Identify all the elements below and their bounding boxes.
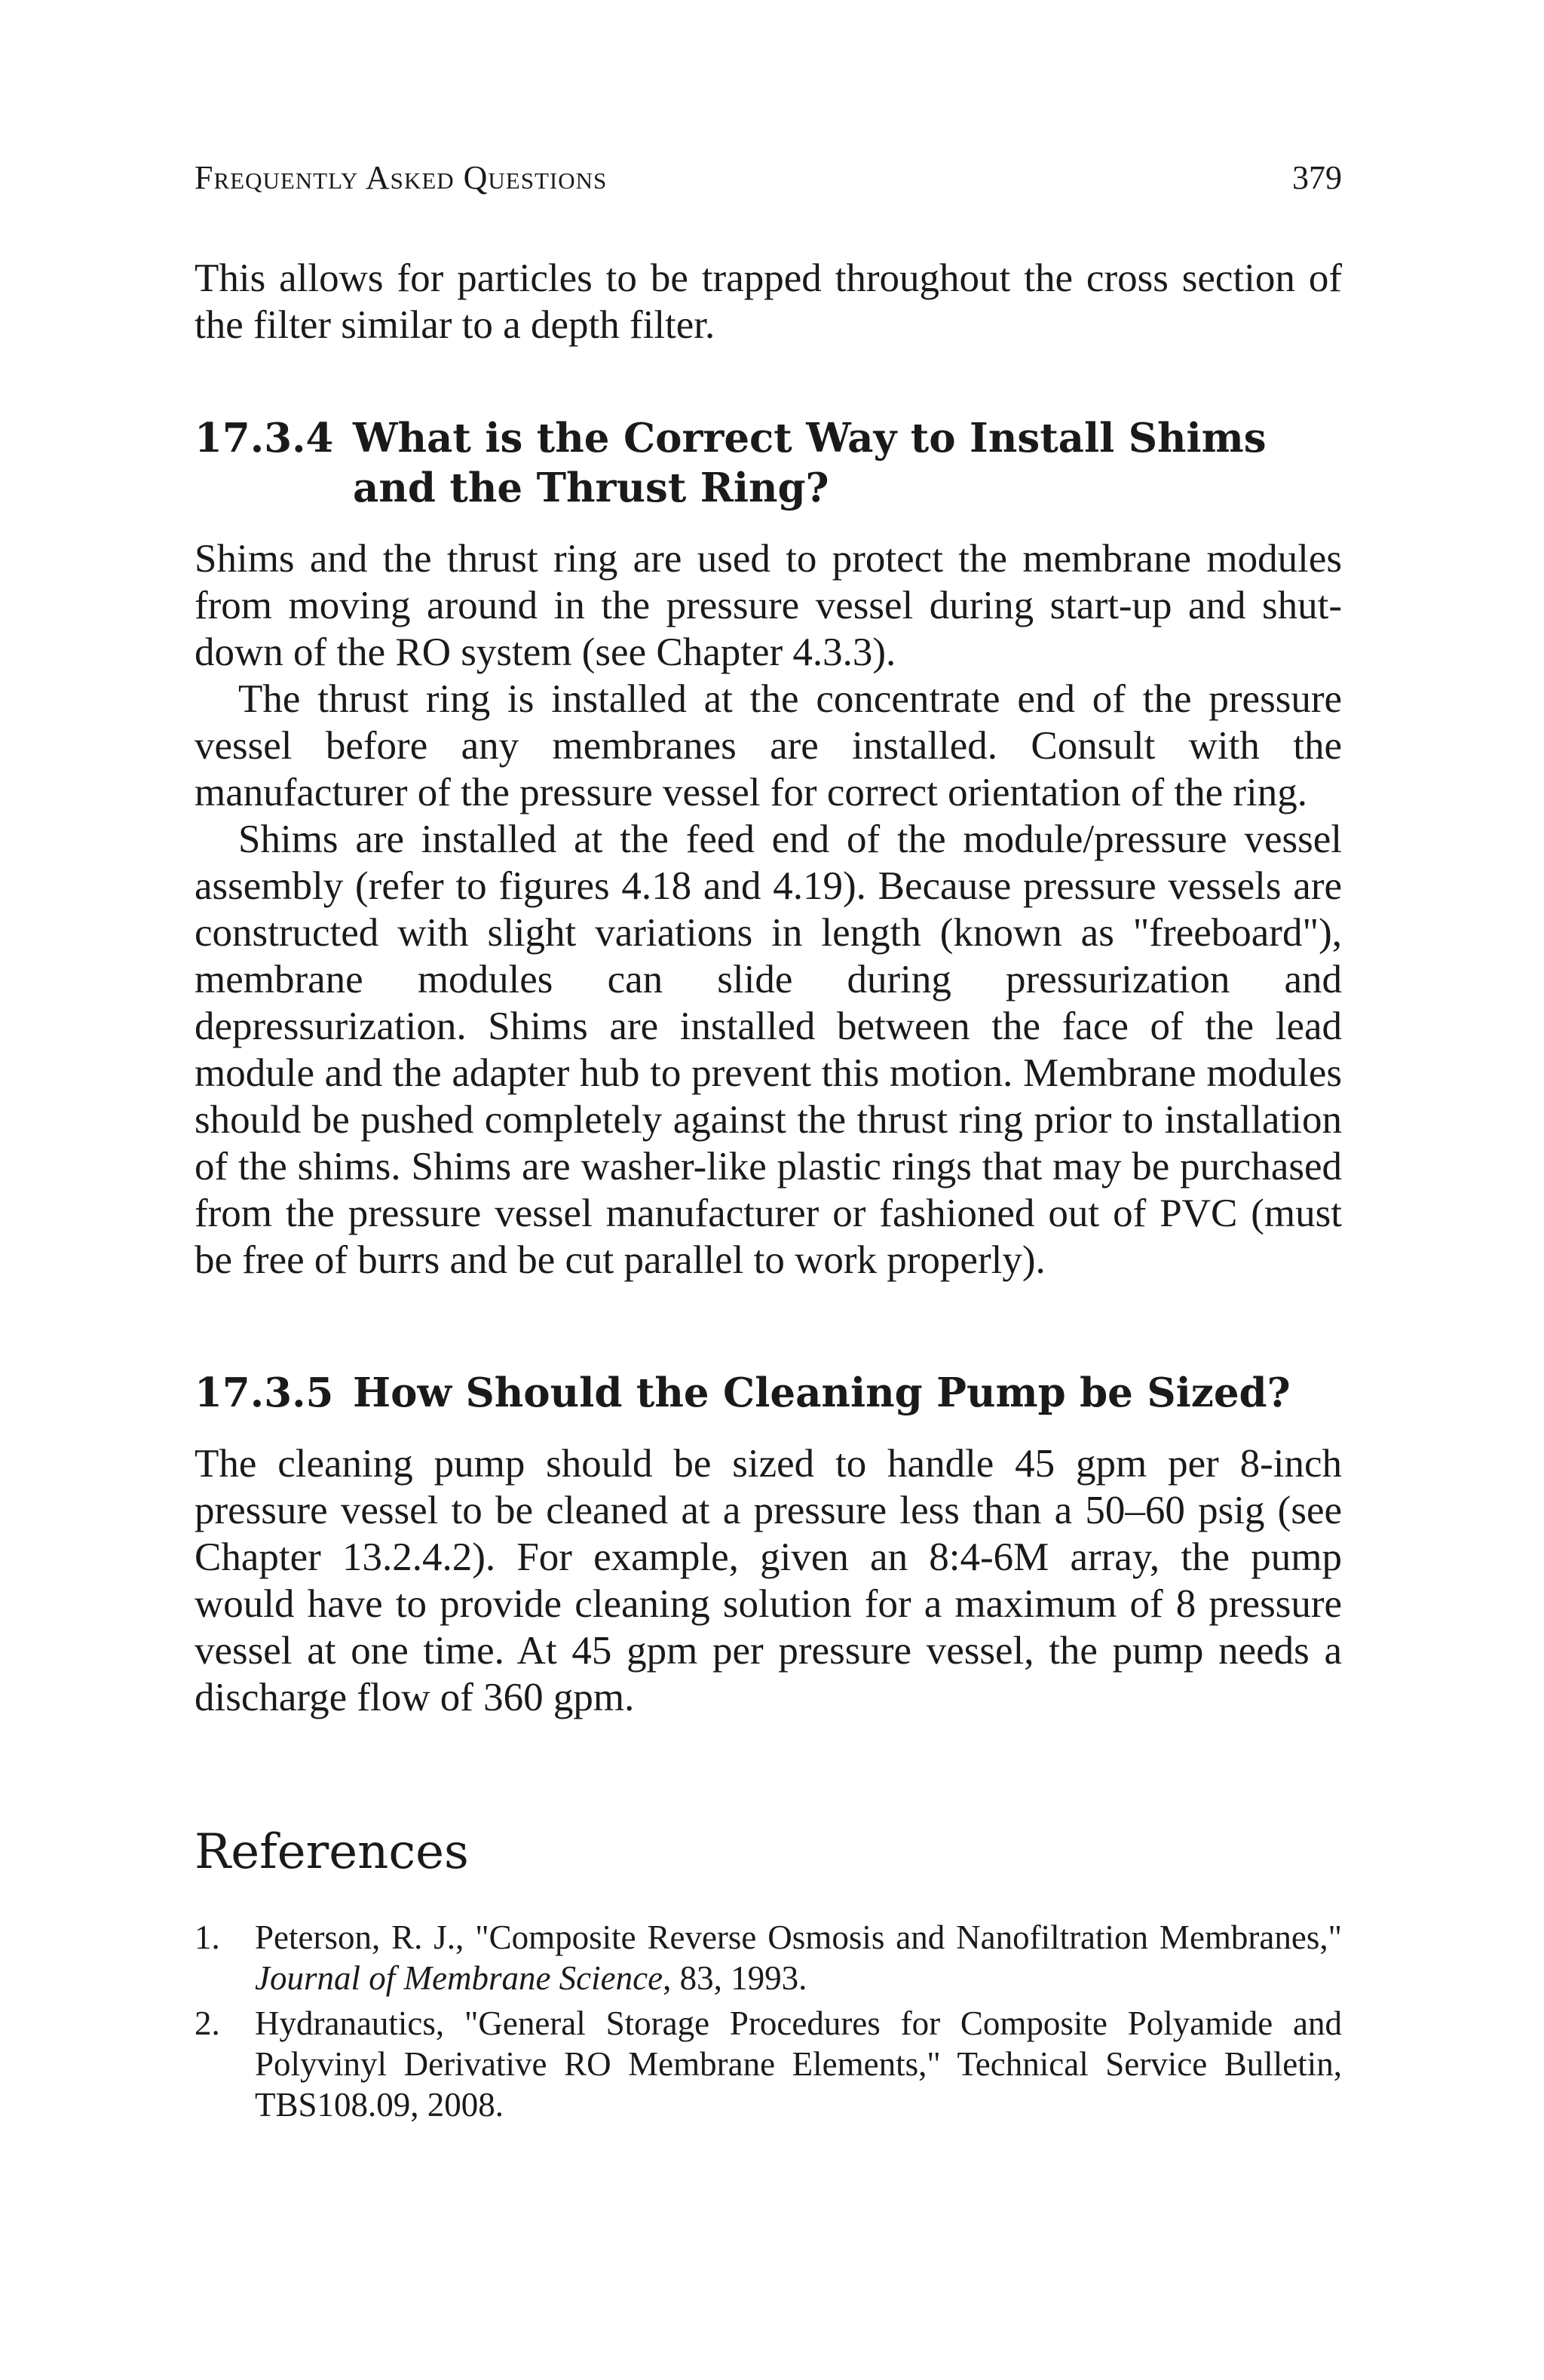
intro-paragraph-block [195, 255, 1342, 348]
reference-item [195, 1917, 1342, 1998]
paragraph: Shims and the thrust ring are used to protect the membrane modules from moving around in the pressure vessel during start-up and shut-down of the RO system (see Chapter 4.3.3). [195, 537, 1342, 674]
section-17-3-4-body [195, 535, 1342, 1284]
section-number: 17.3.5 [195, 1369, 334, 1416]
paragraph: Shims are installed at the feed end of the module/pressure vessel assembly (refer to figures 4.18 and 4.19). Because pressure vessels are constructed with slight variations in length (known as "freeboard"), membrane modules can slide during pressurization and depressurization. Shims are installed between the face of the lead module and the adapter hub to prevent this motion. Membrane modules should be pushed completely against the thrust ring prior to installation of the shims. Shims are washer-like plastic rings that may be purchased from the pressure vessel manufacturer or fashioned out of PVC (must be free of burrs and be cut parallel to work properly). [195, 817, 1342, 1282]
reference-list [195, 1917, 1342, 2130]
page-number: 379 [1292, 159, 1342, 196]
reference-citation-end: , 83, 1993. [663, 1959, 807, 1997]
section-heading-17-3-5 [195, 1368, 1342, 1418]
section-heading-17-3-4 [195, 413, 1342, 513]
reference-text [255, 2003, 1342, 2125]
journal-title: Journal of Membrane Science [255, 1959, 663, 1997]
reference-citation: Hydranautics, "General Storage Procedures for Composite Polyamide and Polyvinyl Derivative RO Membrane Elements," Technical Service Bulletin, TBS108.09, 2008. [255, 2004, 1342, 2124]
section-title: How Should the Cleaning Pump be Sized? [353, 1369, 1291, 1416]
section-title: What is the Correct Way to Install Shims and the Thrust Ring? [353, 415, 1267, 511]
running-header [195, 157, 1342, 199]
reference-text [255, 1917, 1342, 1998]
paragraph: The cleaning pump should be sized to handle 45 gpm per 8-inch pressure vessel to be cleaned at a pressure less than a 50–60 psig (see Chapter 13.2.4.2). For example, given an 8:4-6M array, the pump would have to provide cleaning solution for a maximum of 8 pressure vessel at one time. At 45 gpm per pressure vessel, the pump needs a discharge flow of 360 gpm. [195, 1442, 1342, 1719]
intro-paragraph: This allows for particles to be trapped throughout the cross section of the filter similar to a depth filter. [195, 256, 1342, 347]
section-number: 17.3.4 [195, 415, 334, 462]
running-title: Frequently Asked Questions [195, 159, 608, 196]
reference-number: 1. [195, 1918, 220, 1956]
references-heading: References [195, 1824, 469, 1880]
reference-citation: Peterson, R. J., "Composite Reverse Osmosis and Nanofiltration Membranes," [255, 1918, 1342, 1956]
reference-number: 2. [195, 2004, 220, 2042]
paragraph: The thrust ring is installed at the concentrate end of the pressure vessel before any membranes are installed. Consult with the manufacturer of the pressure vessel for correct orientation of the ring. [195, 677, 1342, 814]
reference-item [195, 2003, 1342, 2125]
section-17-3-5-body [195, 1440, 1342, 1721]
